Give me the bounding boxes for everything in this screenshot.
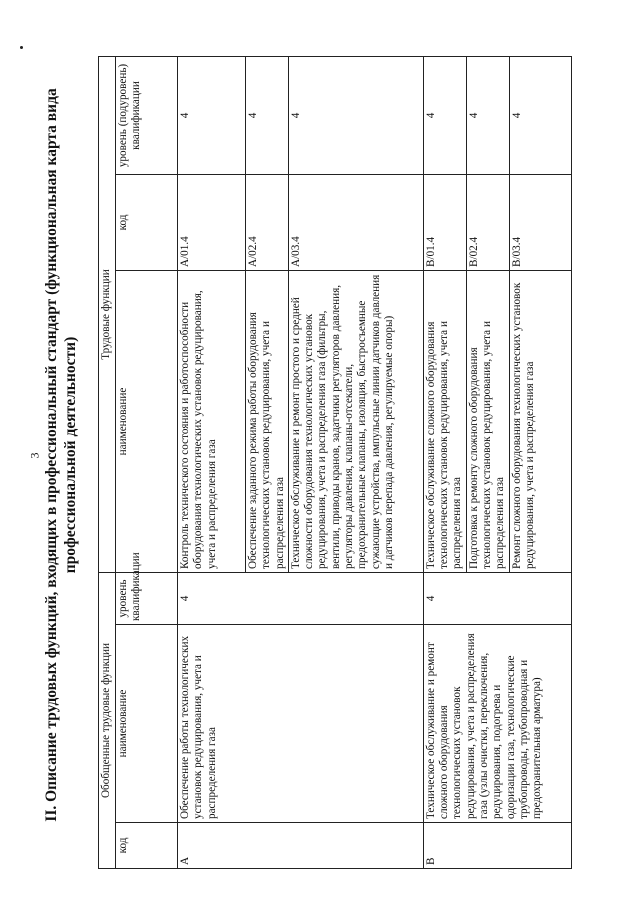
group-level: 4: [423, 573, 571, 625]
group-name: Обеспечение работы технологических установок редуцирования, учета и распределения газа: [178, 625, 424, 823]
page-number: 3: [27, 452, 42, 459]
function-code: A/03.4: [288, 175, 423, 271]
function-name: Техническое обслуживание и ремонт простого и средней сложности оборудования технологических установок редуцирования, учета и распределения газа (фильтры, вентили, приводы кранов, задатчики регуляторов давления, регуляторы давления, клапаны-отсекатели, предохранительные клапаны, изоляция, быстросъемные сужающие устройства, импульсные линии датчиков давления и датчиков перепада давления, регулируемые опоры): [288, 271, 423, 573]
header-level: уровень квалификации: [116, 573, 178, 625]
function-code: B/02.4: [466, 175, 509, 271]
function-code: B/01.4: [423, 175, 466, 271]
header-name2: наименование: [116, 271, 178, 573]
function-level: 4: [509, 57, 571, 175]
table-row: [423, 57, 466, 869]
header-row-2: [116, 57, 178, 869]
header-level2: уровень (подуровень) квалификации: [116, 57, 178, 175]
group-name: Техническое обслуживание и ремонт сложного оборудования технологических установок редуцирования, учета и распределения газа (узлы очистки, переключения, редуцирования, подогрева и одоризации газа, технологические трубопроводы, трубопроводная и предохранительная арматура): [423, 625, 571, 823]
function-code: A/01.4: [178, 175, 246, 271]
function-level: 4: [246, 57, 289, 175]
function-level: 4: [423, 57, 466, 175]
section-title: [42, 35, 80, 875]
group-level: 4: [178, 573, 424, 625]
header-generalized: Обобщенные трудовые функции: [99, 573, 116, 869]
function-level: 4: [466, 57, 509, 175]
function-code: A/02.4: [246, 175, 289, 271]
table-row: [178, 57, 246, 869]
function-name: Подготовка к ремонту сложного оборудования технологических установок редуцирования, учета и распределения газа: [466, 271, 509, 573]
header-code: код: [116, 823, 178, 869]
functions-table: [98, 56, 572, 869]
header-name: наименование: [116, 625, 178, 823]
function-level: 4: [178, 57, 246, 175]
function-name: Обеспечение заданного режима работы оборудования технологических установок редуцирования, учета и распределения газа: [246, 271, 289, 573]
title-line-2: профессиональной деятельности): [62, 336, 79, 574]
title-line-1: II. Описание трудовых функций, входящих в профессиональный стандарт (функциональная карта вида: [43, 88, 60, 822]
function-name: Контроль технического состояния и работоспособности оборудования технологических установок редуцирования, учета и распределения газа: [178, 271, 246, 573]
function-code: B/03.4: [509, 175, 571, 271]
function-name: Ремонт сложного оборудования технологических установок редуцирования, учета и распределения газа: [509, 271, 571, 573]
header-labor: Трудовые функции: [99, 57, 116, 573]
header-row-1: [99, 57, 116, 869]
function-level: 4: [288, 57, 423, 175]
group-code: B: [423, 823, 571, 869]
header-code2: код: [116, 175, 178, 271]
group-code: A: [178, 823, 424, 869]
function-name: Техническое обслуживание сложного оборудования технологических установок редуцирования, учета и распределения газа: [423, 271, 466, 573]
